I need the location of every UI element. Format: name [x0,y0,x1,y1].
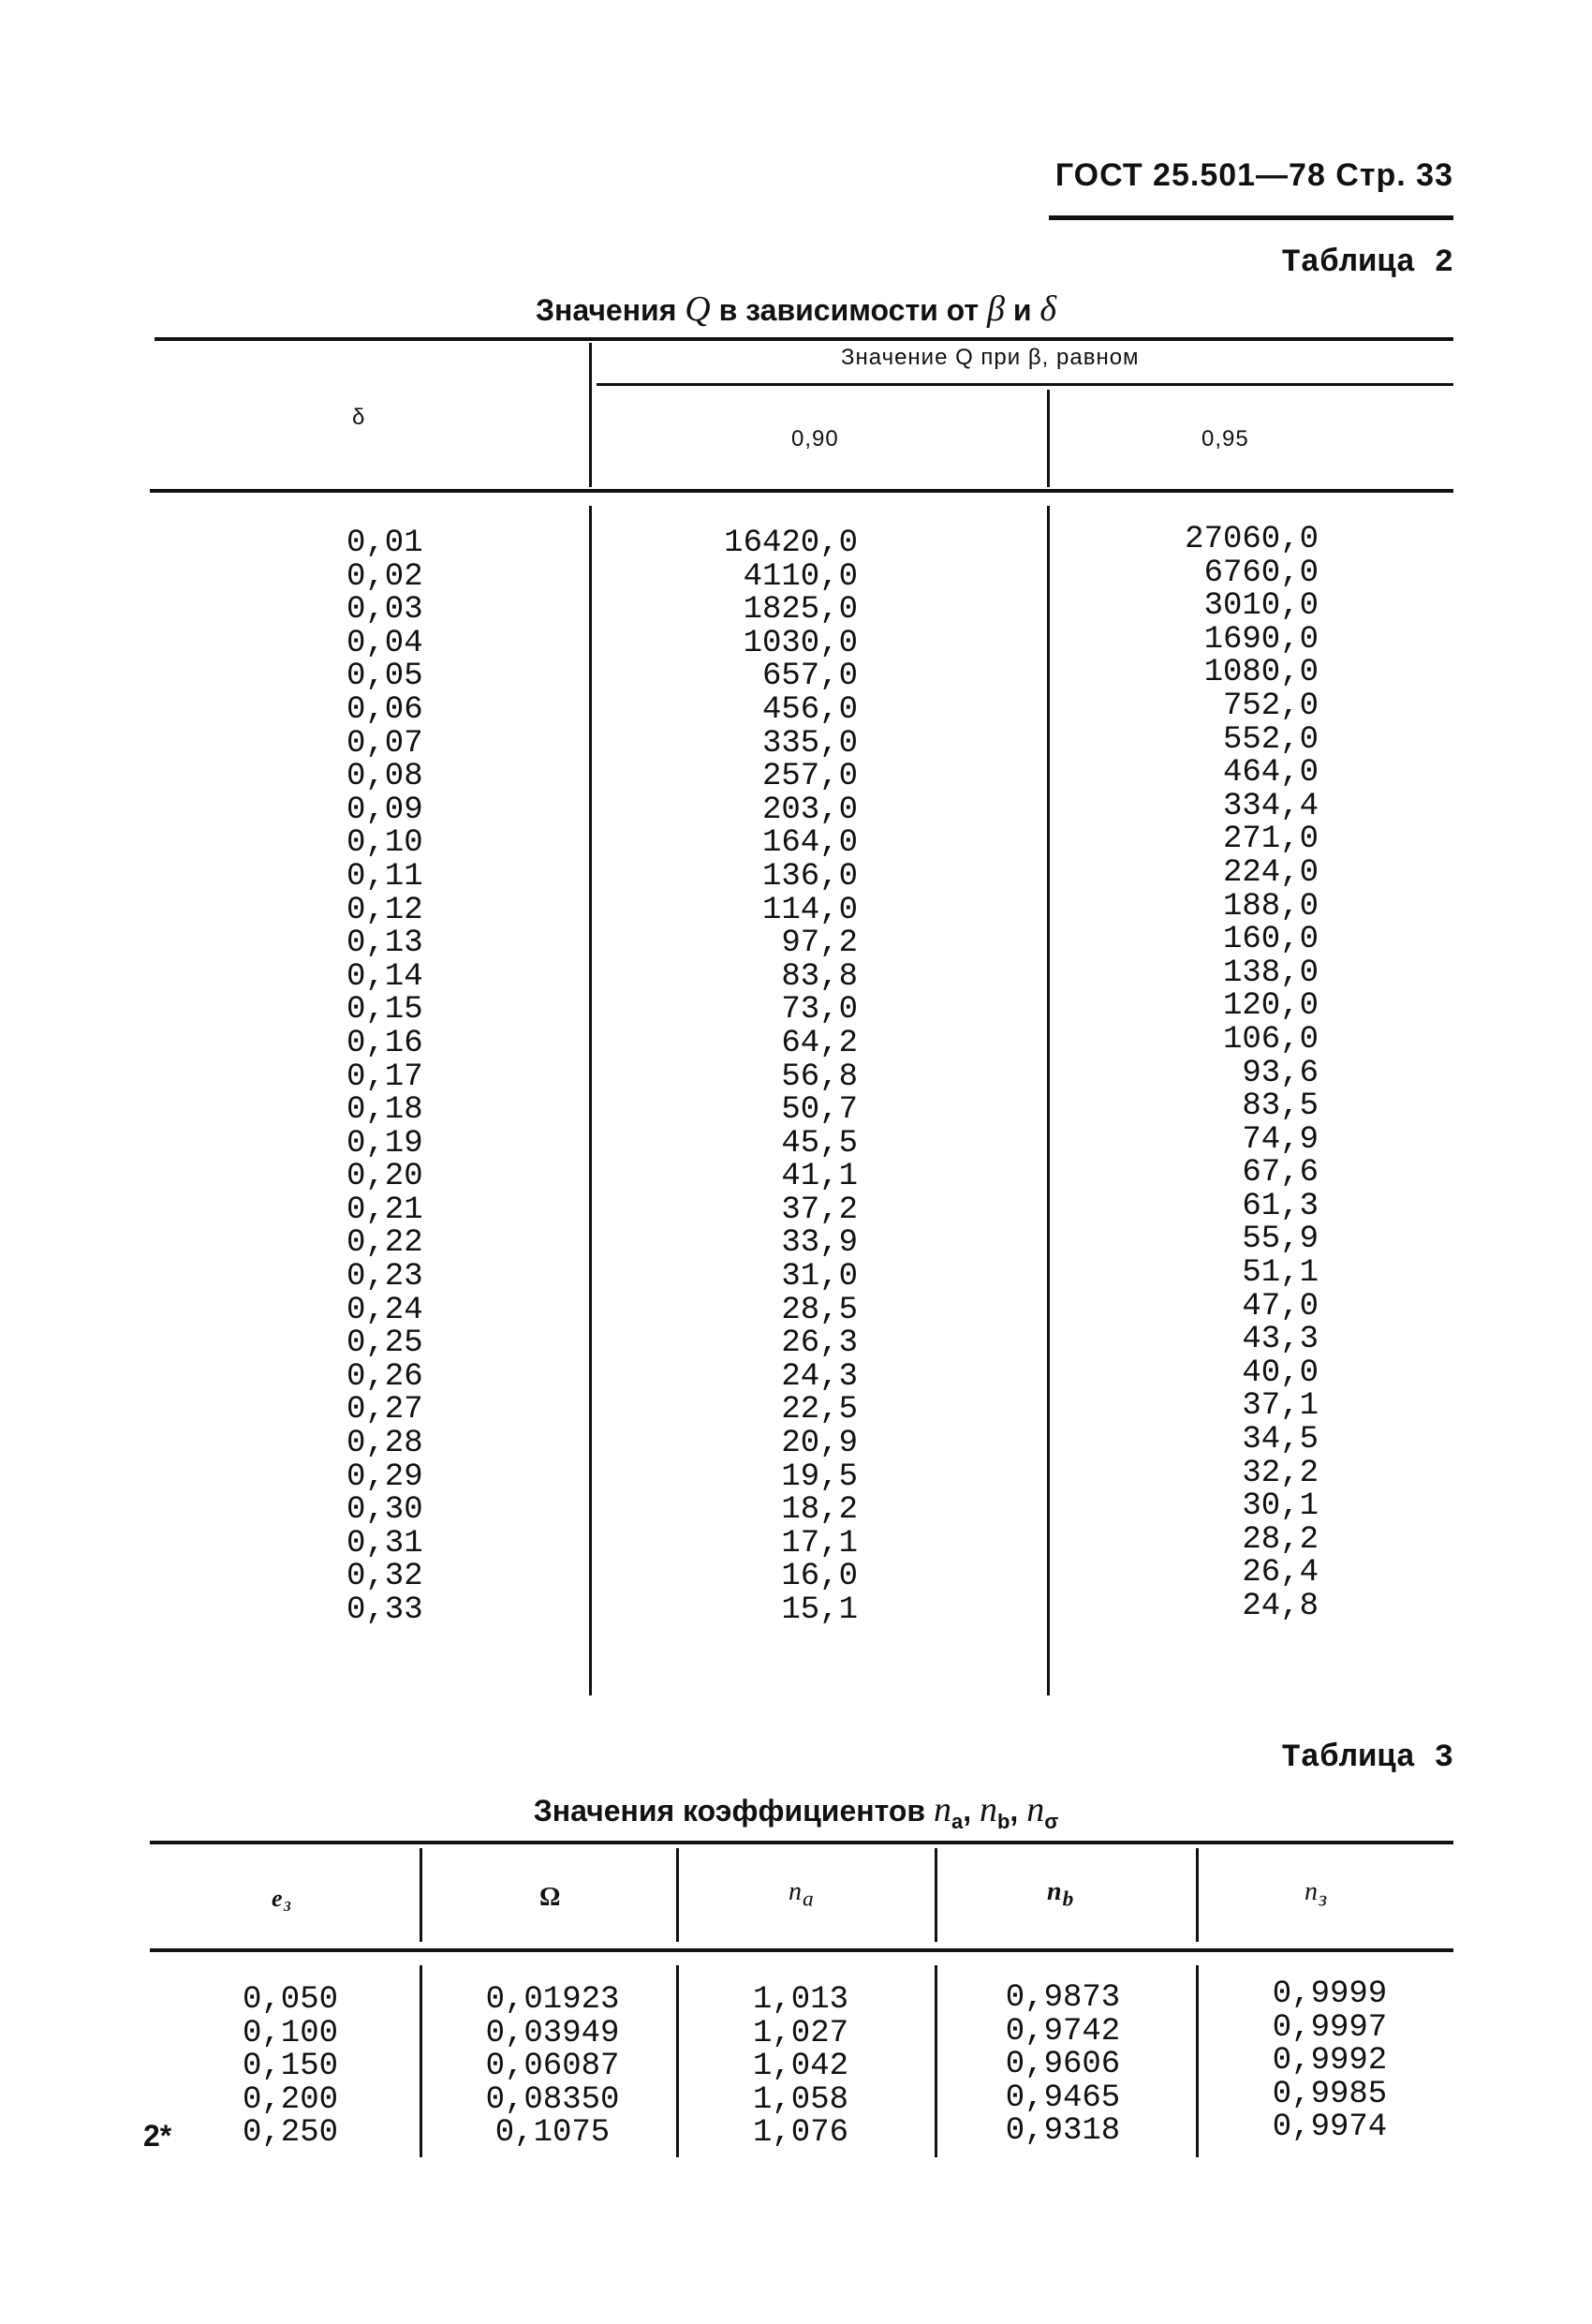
table2-q095-cell: 34,5 [1242,1422,1319,1458]
table3-vline-3-head [935,1848,937,1942]
table3-header-rule [150,1948,1453,1952]
table2-q090-cell: 24,3 [781,1358,858,1395]
table2-delta-cell: 0,16 [346,1025,423,1061]
table2-delta-cell: 0,13 [346,925,423,962]
table2-q090-cell: 18,2 [781,1492,858,1529]
table3-na-cell: 1,076 [752,2115,849,2151]
table3-col-ns-letter: n [1305,1877,1319,1906]
table2-delta-cell: 0,07 [346,725,423,762]
table2-delta-cell: 0,15 [346,992,423,1029]
table3-col-ns-header [1305,1877,1328,1913]
table2-q095-cell: 40,0 [1242,1354,1319,1391]
table2-top-rule [155,337,1453,341]
table2-q090-cell: 16420,0 [724,525,858,561]
table2-q095-cell: 30,1 [1242,1488,1319,1525]
table2-q095-cell: 55,9 [1242,1221,1319,1258]
table3-col-na-header [789,1877,815,1913]
table3-top-rule [150,1841,1453,1844]
table2-q095-cell: 67,6 [1242,1155,1319,1192]
table2-q090-column [724,527,858,1628]
table2-q095-cell: 271,0 [1222,822,1319,858]
table3-vline-4-body [1196,1965,1199,2157]
table2-group-rule [597,383,1453,386]
table2-col-delta-header: δ [352,405,366,430]
table3-col-na-sub: a [803,1887,815,1912]
table2-q095-cell: 24,8 [1242,1589,1319,1624]
table2-label: Таблица 2 [1281,245,1453,281]
table2-q090-cell: 114,0 [761,892,858,928]
table2-q095-cell: 93,6 [1242,1055,1319,1091]
table3-ns-column [1250,1978,1409,2145]
table2-q090-cell: 31,0 [781,1259,858,1295]
table3-e-cell: 0,150 [242,2049,339,2084]
table2-title [0,289,1592,330]
table2-q095-cell: 83,5 [1242,1088,1319,1125]
table2-q095-cell: 32,2 [1242,1455,1319,1491]
table2-q090-cell: 257,0 [761,759,858,795]
table2-delta-cell: 0,28 [346,1426,423,1462]
table2-delta-cell: 0,01 [346,525,423,561]
table2-q095-cell: 120,0 [1222,988,1319,1025]
table3-omega-cell: 0,06087 [485,2049,620,2084]
table2-q090-cell: 16,0 [781,1559,858,1595]
table2-title-prefix: Значения [535,293,677,327]
table3-col-nb-header [1047,1877,1074,1913]
table2-title-delta: δ [1039,289,1057,329]
table2-q095-cell: 752,0 [1222,688,1319,724]
table2-delta-cell: 0,32 [346,1559,423,1595]
table2-q095-cell: 160,0 [1222,922,1319,958]
table2-vline-1-body [589,506,592,1695]
table2-delta-cell: 0,22 [346,1225,423,1262]
table3-title-ns-sub: σ [1044,1810,1059,1833]
table3-na-cell: 1,027 [752,2015,849,2051]
table3-title-nb: n [979,1790,997,1829]
table3-ns-cell: 0,9985 [1272,2076,1388,2112]
table2-delta-cell: 0,23 [346,1259,423,1295]
table2-delta-cell: 0,25 [346,1325,423,1362]
table2-q095-cell: 3010,0 [1203,588,1319,625]
table2-q095-cell: 1690,0 [1203,621,1319,658]
table2-q090-cell: 28,5 [781,1292,858,1328]
table2-col-090-header: 0,90 [791,426,839,451]
table2-delta-cell: 0,26 [346,1358,423,1395]
table2-q095-cell: 61,3 [1242,1188,1319,1224]
table2-delta-cell: 0,06 [346,691,423,728]
table2-delta-cell: 0,17 [346,1058,423,1095]
table2-q095-cell: 6760,0 [1203,555,1319,591]
table3-nb-cell: 0,9606 [1005,2047,1121,2082]
table2-delta-cell: 0,03 [346,592,423,629]
table2-q090-cell: 45,5 [781,1125,858,1162]
table2-q090-cell: 1030,0 [743,625,858,661]
page-footer-mark: 2* [143,2119,172,2153]
table3-col-nb-letter: n [1047,1877,1063,1906]
page-header [1049,157,1453,220]
table2-delta-cell: 0,24 [346,1292,423,1328]
table2-q095-cell: 37,1 [1242,1388,1319,1425]
table3-omega-cell: 0,1075 [494,2115,611,2151]
table2-q090-cell: 33,9 [781,1225,858,1262]
table2-header-rule [150,489,1453,493]
table2-title-beta: β [986,289,1005,329]
table3-ns-cell: 0,9999 [1272,1976,1388,2012]
table3-title-na-sub: a [951,1810,964,1833]
table2-q095-cell: 26,4 [1242,1555,1319,1591]
table3-na-column [730,1984,871,2151]
table3-label: Таблица 3 [1281,1740,1453,1776]
table2-q090-cell: 136,0 [761,858,858,895]
table3-col-omega-header: Ω [539,1883,562,1912]
table2-q090-cell: 73,0 [781,992,858,1029]
table3-nb-cell: 0,9318 [1005,2113,1121,2149]
table3-omega-cell: 0,03949 [485,2015,620,2051]
table2-title-and: и [1012,293,1032,327]
table3-e-cell: 0,250 [242,2115,339,2151]
table2-q090-cell: 456,0 [761,691,858,728]
table2-delta-cell: 0,21 [346,1192,423,1228]
table2-vline-2-head [1047,390,1050,487]
page-header-text: ГОСТ 25.501—78 Стр. 33 [1054,157,1453,193]
table2-q095-cell: 464,0 [1222,755,1319,792]
table2-delta-cell: 0,12 [346,892,423,928]
table2-q090-cell: 37,2 [781,1192,858,1228]
table2-delta-cell: 0,11 [346,858,423,895]
table3-na-cell: 1,013 [752,1982,849,2018]
table3-nb-column [983,1982,1142,2149]
table2-q090-cell: 203,0 [761,792,858,828]
table3-vline-1-body [420,1965,422,2157]
table3-col-e-header: e₃ [272,1885,293,1912]
table2-q090-cell: 164,0 [761,825,858,862]
table2-q095-cell: 51,1 [1242,1255,1319,1292]
table3-vline-2-head [676,1848,679,1942]
table3-title-nb-sub: b [996,1810,1010,1833]
table3-vline-3-body [935,1965,937,2157]
table2-delta-cell: 0,08 [346,759,423,795]
table3-omega-cell: 0,08350 [485,2081,620,2118]
table2-delta-cell: 0,30 [346,1492,423,1529]
table2-q095-cell: 28,2 [1242,1521,1319,1558]
table2-col-095-header: 0,95 [1201,426,1249,451]
table2-delta-cell: 0,10 [346,825,423,862]
table2-q090-cell: 20,9 [781,1426,858,1462]
table3-title-ns: n [1026,1790,1045,1829]
table2-q095-cell: 334,4 [1222,788,1319,824]
table3-omega-column [468,1984,637,2151]
table2-delta-cell: 0,29 [346,1458,423,1495]
table2-vline-1-head [589,343,592,487]
table3-ns-cell: 0,9997 [1272,2009,1388,2046]
table3-e-column [215,1984,365,2151]
table3-vline-1-head [420,1848,422,1942]
table2-delta-cell: 0,14 [346,958,423,995]
table2-group-header: Значение Q при β, равном [841,345,1140,370]
table2-q095-cell: 43,3 [1242,1322,1319,1358]
table3-ns-cell: 0,9974 [1272,2109,1388,2145]
table2-delta-cell: 0,19 [346,1125,423,1162]
table2-delta-cell: 0,09 [346,792,423,828]
table2-q090-cell: 97,2 [781,925,858,962]
table3-nb-cell: 0,9742 [1005,2013,1121,2050]
table2-delta-cell: 0,33 [346,1592,423,1628]
table2-delta-cell: 0,02 [346,558,423,595]
table2-q090-cell: 335,0 [761,725,858,762]
table2-vline-2-body [1047,506,1050,1695]
table2-q090-cell: 26,3 [781,1325,858,1362]
table3-title-prefix: Значения коэффициентов [533,1794,926,1828]
table3-nb-cell: 0,9465 [1005,2080,1121,2116]
table2-q090-cell: 657,0 [761,659,858,695]
table2-q090-cell: 41,1 [781,1159,858,1195]
table3-vline-2-body [676,1965,679,2157]
table2-q090-cell: 83,8 [781,958,858,995]
table2-q090-cell: 17,1 [781,1525,858,1562]
table2-q095-cell: 138,0 [1222,955,1319,991]
table2-delta-cell: 0,20 [346,1159,423,1195]
table2-delta-cell: 0,05 [346,659,423,695]
table3-ns-cell: 0,9992 [1272,2043,1388,2079]
table2-delta-cell: 0,04 [346,625,423,661]
table2-q095-cell: 74,9 [1242,1121,1319,1158]
table2-q090-cell: 64,2 [781,1025,858,1061]
table2-q095-cell: 27060,0 [1185,522,1319,557]
table2-q095-cell: 106,0 [1222,1021,1319,1058]
table3-col-ns-sub: з [1319,1887,1329,1912]
table3-e-cell: 0,050 [242,1982,339,2018]
table3-na-cell: 1,058 [752,2081,849,2118]
table2-delta-cell: 0,31 [346,1525,423,1562]
table2-delta-cell: 0,27 [346,1392,423,1428]
table3-e-cell: 0,100 [242,2015,339,2051]
table3-omega-cell: 0,01923 [485,1982,620,2018]
table2-q095-column [1185,524,1319,1624]
table2-q090-cell: 19,5 [781,1458,858,1495]
table3-title: Значения коэффициентов $n_a$, $n_b$, $n_\sigma$ [533,1790,1059,1833]
table3-col-na-letter: n [789,1877,803,1906]
table2-q090-cell: 15,1 [781,1592,858,1628]
table2-q090-cell: 22,5 [781,1392,858,1428]
table2-q090-cell: 50,7 [781,1092,858,1129]
table3-na-cell: 1,042 [752,2049,849,2084]
table2-q090-cell: 56,8 [781,1058,858,1095]
table2-q090-cell: 4110,0 [743,558,858,595]
table2-delta-cell: 0,18 [346,1092,423,1129]
table3-nb-cell: 0,9873 [1005,1980,1121,2016]
table3-e-cell: 0,200 [242,2081,339,2118]
table2-q095-cell: 552,0 [1222,721,1319,758]
table2-q095-cell: 47,0 [1242,1288,1319,1325]
table3-vline-4-head [1196,1848,1199,1942]
table2-delta-column [346,527,423,1628]
table2-q095-cell: 1080,0 [1203,655,1319,691]
table3-title-na: n [933,1790,951,1829]
table3-col-nb-sub: b [1062,1887,1075,1912]
table2-q090-cell: 1825,0 [743,592,858,629]
table2-q095-cell: 224,0 [1222,854,1319,891]
table2-q095-cell: 188,0 [1222,888,1319,925]
table2-title-middle: в зависимости от [718,293,980,327]
table2-title-q: Q [685,289,711,329]
